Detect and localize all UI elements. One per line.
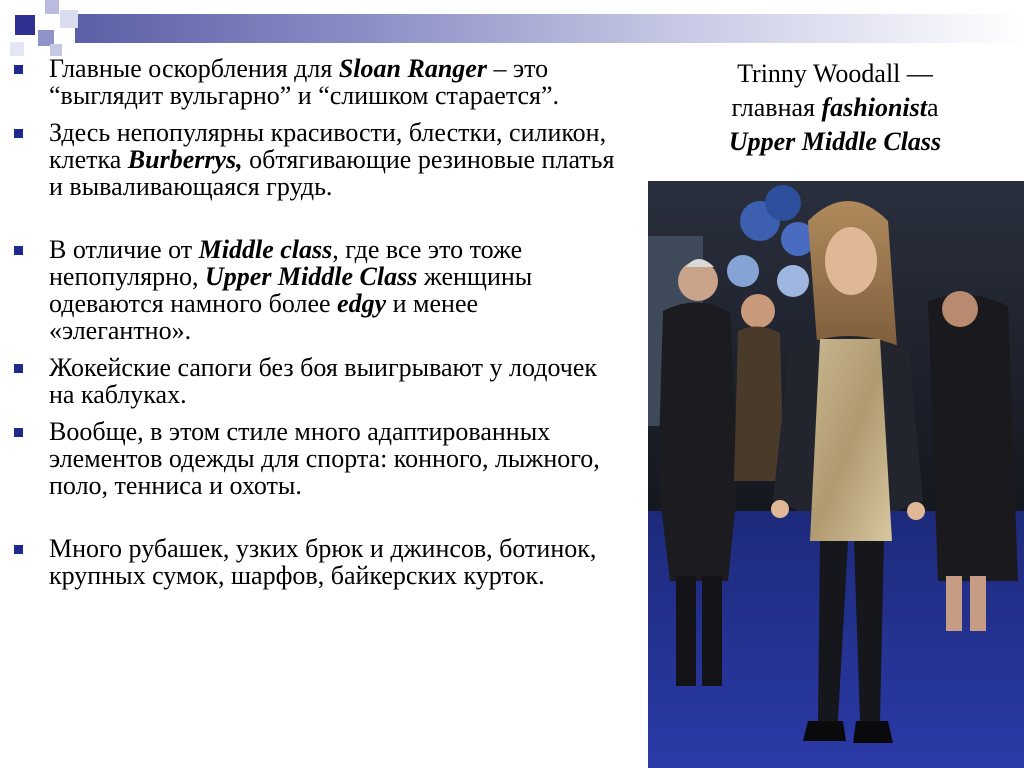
bullet-square-icon — [14, 364, 23, 373]
bullet-square-icon — [14, 65, 23, 74]
bullet-item — [14, 55, 624, 109]
bullet-item — [14, 119, 624, 200]
bullet-square-icon — [14, 246, 23, 255]
header-deco-square — [15, 15, 35, 35]
bullet-square-icon — [14, 129, 23, 138]
bullet-text: Много рубашек, узких брюк и джинсов, ботинок, крупных сумок, шарфов, байкерских курток. — [49, 534, 597, 590]
caption-line: главная fashionistа — [731, 93, 939, 122]
caption-line: Trinny Woodall — — [737, 59, 933, 88]
header-deco-square — [10, 42, 24, 56]
caption-line: Upper Middle Class — [728, 127, 942, 156]
header-deco-square — [60, 10, 78, 28]
bullet-list — [14, 55, 624, 589]
bullet-square-icon — [14, 428, 23, 437]
bullet-item — [14, 236, 624, 344]
bullet-text: Главные оскорбления для Sloan Ranger – это “выглядит вульгарно” и “слишком старается”. — [49, 54, 560, 110]
bullet-item — [14, 535, 624, 589]
header-gradient-bar — [75, 14, 1024, 43]
fashion-photo — [648, 181, 1024, 768]
header-deco-square — [45, 0, 59, 14]
bullet-text: Вообще, в этом стиле много адаптированных элементов одежды для спорта: конного, лыжного, поло, тенниса и охоты. — [49, 417, 600, 500]
bullet-item — [14, 418, 624, 499]
bullet-text: Жокейские сапоги без боя выигрывают у лодочек на каблуках. — [49, 353, 598, 409]
bullet-item — [14, 354, 624, 408]
bullet-text: В отличие от Middle class, где все это тоже непопулярно, Upper Middle Class женщины одеваются намного более edgy и менее «элегантно». — [49, 235, 533, 345]
bullet-square-icon — [14, 545, 23, 554]
bullet-text: Здесь непопулярны красивости, блестки, силикон, клетка Burberrys, обтягивающие резиновые платья и вываливающаяся грудь. — [49, 118, 615, 201]
photo-caption — [660, 57, 1010, 159]
